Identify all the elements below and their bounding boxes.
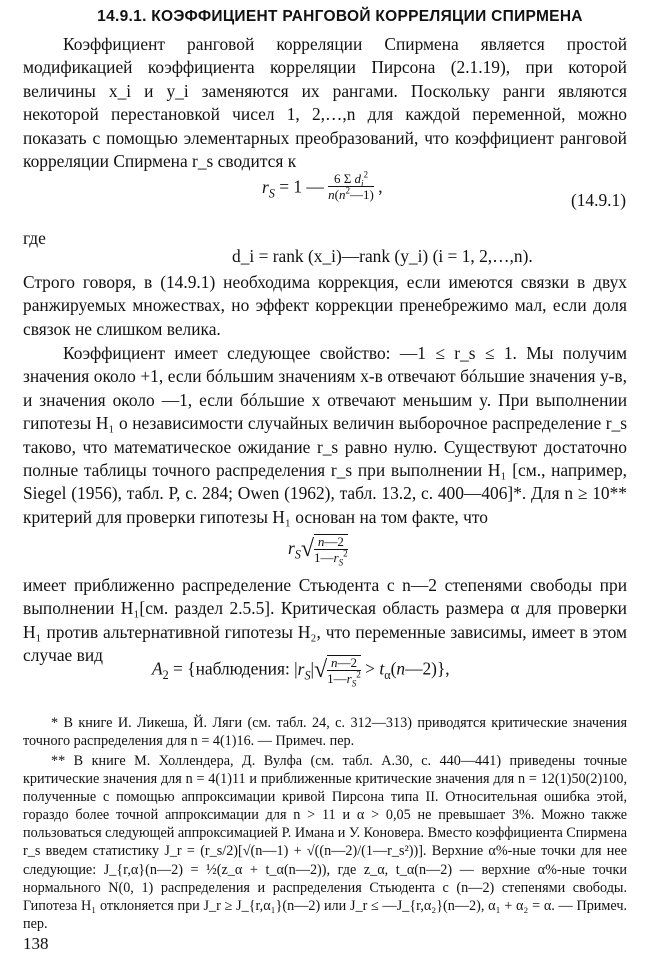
equation-number: (14.9.1) bbox=[570, 190, 626, 210]
section-title: 14.9.1. КОЭФФИЦИЕНТ РАНГОВОЙ КОРРЕЛЯЦИИ СПИРМЕНА bbox=[97, 8, 583, 25]
paragraph-2-text: Строго говоря, в (14.9.1) необходима коррекция, если имеются связки в двух ранжируемых множествах, но эффект коррекции пренебрежимо мал, если доля связок не слишком велика. bbox=[23, 272, 627, 339]
paragraph-property bbox=[23, 342, 627, 529]
paragraph-intro bbox=[23, 33, 627, 173]
equation-spearman: $r_S = 1$ — $\frac{6 \Sigma d_i^2}{n(n^2—1)}$ , bbox=[262, 169, 383, 202]
footnote-2: ** В книге М. Холлендера, Д. Вулфа (см. табл. А.30, с. 440—441) приведены точные критические значения для n = 4(1)11 и приближенные критические значения для n = 12(1)50(2)100, полученные с помощью аппроксимации кривой Пирсона типа II. Относительная ошибка этой, гораздо более точной аппроксимации для n > 11 и α > 0,05 не превышает 3%. Можно также пользоваться следующей аппроксимацией Р. Имана и У. Коновера. Вместо коэффициента Спирмена r_s введем статистику J_r = (r_s/2)[√(n—1) + √((n—2)/(1—r_s²))]. Верхние α%-ные точки для нее следующие: J_{r,α}(n—2) = ½(z_α + t_α(n—2)), где z_α, t_α(n—2) — верхние α%-ные точки нормального N(0, 1) распределения и распределения Стьюдента с (n—2) степенями свободы. Гипотеза H₁ отклоняется при J_r ≥ J_{r,α₁}(n—2) или J_r ≤ —J_{r,α₂}(n—2), α₁ + α₂ = α. — Примеч. пер. bbox=[23, 753, 627, 932]
di-definition: d_i = rank (x_i)—rank (y_i) (i = 1, 2,…,n). bbox=[232, 246, 533, 266]
footnote-1: * В книге И. Ликеша, Й. Ляги (см. табл. 24, с. 312—313) приводятся критические значения точного распределения для n = 4(1)16. — Примеч. пер. bbox=[23, 715, 627, 750]
page-number: 138 bbox=[23, 934, 49, 953]
paragraph-3-text: Коэффициент имеет следующее свойство: —1 ≤ r_s ≤ 1. Мы получим значения около +1, если бóльшим значениям x-в отвечают бóльшие значения y-в, и значения около —1, если бóльшие x отвечают меньшим y. При выполнении гипотезы H₁ о независимости случайных величин выборочное распределение r_s таково, что математическое ожидание r_s равно нулю. Существуют достаточно полные таблицы точного распределения r_s при выполнении H₁ [см., например, Siegel (1956), табл. Р, с. 284; Owen (1962), табл. 13.2, с. 400—406]*. Для n ≥ 10** критерий для проверки гипотезы H₁ основан на том факте, что bbox=[23, 343, 627, 527]
paragraph-1-text: Коэффициент ранговой корреляции Спирмена является простой модификацией коэффициента корреляции Пирсона (2.1.19), при которой величины x_i и y_i заменяются их рангами. Поскольку ранги являются некоторой перестановкой чисел 1, 2,…,n для каждой переменной, можно показать с помощью элементарных преобразований, что коэффициент ранговой корреляции Спирмена r_s сводится к bbox=[23, 34, 627, 172]
paragraph-4-text: имеет приближенно распределение Стьюдента с n—2 степенями свободы при выполнении H₁[см. раздел 2.5.5]. Критическая область размера α для проверки H₁ против альтернативной гипотезы H₂, что переменные зависимы, имеет в этом случае вид bbox=[23, 575, 627, 666]
paragraph-student bbox=[23, 574, 627, 668]
paragraph-ties bbox=[23, 271, 627, 341]
t-statistic-formula: $r_S√$ $\frac{n—2}{1—r_S^2}$ bbox=[288, 534, 348, 568]
where-label: где bbox=[23, 228, 46, 248]
critical-region-formula: $A_2$ = {наблюдения: $|r_S|√$ $\frac{n—2}{1—r_S^2}$ > $t_\alpha(n—2)$}, bbox=[152, 655, 450, 689]
